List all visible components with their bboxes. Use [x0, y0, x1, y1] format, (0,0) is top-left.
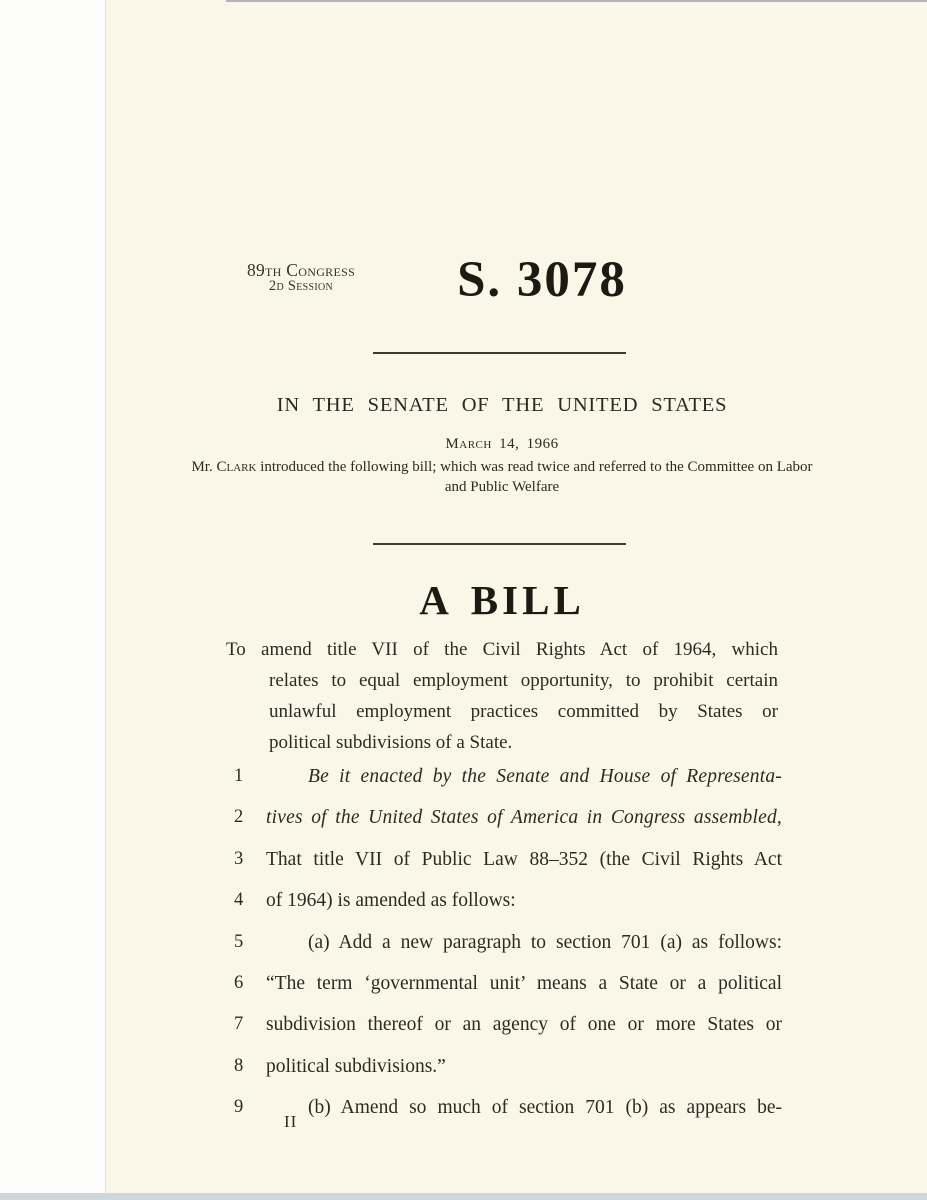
divider-rule-bottom: [373, 543, 626, 545]
sponsor-statement: [182, 457, 822, 498]
congress-label: 89th Congress: [246, 260, 356, 280]
line-number: 9: [234, 1097, 244, 1118]
body-line-5: [226, 924, 782, 965]
preamble-line: To amend title VII of the Civil Rights Act of 1964, which: [226, 639, 778, 660]
body-line-2: [226, 799, 782, 840]
bill-body: [226, 758, 782, 1131]
line-number: 5: [234, 931, 244, 952]
sponsor-name: Clark: [216, 459, 257, 475]
scan-bottom-edge-artifact: [0, 1193, 927, 1200]
preamble-line: relates to equal employment opportunity, to prohibit certain: [269, 670, 778, 691]
line-text: subdivision thereof or an agency of one or more States or: [266, 1014, 782, 1036]
scan-top-edge-artifact: [226, 0, 927, 2]
line-text: (b) Amend so much of section 701 (b) as appears be-: [308, 1097, 782, 1119]
session-label: 2d Session: [268, 278, 334, 295]
congress-session-block: [226, 261, 376, 295]
body-line-1: [226, 758, 782, 799]
body-line-3: [226, 841, 782, 882]
line-text: “The term ‘governmental unit’ means a State or a political: [266, 972, 782, 994]
body-line-4: [226, 882, 782, 923]
line-text: Be it enacted by the Senate and House of Representa-: [308, 766, 782, 787]
preamble-line: political subdivisions of a State.: [269, 732, 513, 753]
body-line-6: [226, 965, 782, 1006]
sponsor-action: introduced the following bill; which was read twice and referred to the Committee on Labor and Public Welfare: [256, 459, 813, 496]
masthead: [226, 252, 778, 308]
line-number: 3: [234, 848, 244, 869]
preamble-line: unlawful employment practices committed by States or: [269, 701, 778, 722]
bill-number: S. 3078: [457, 252, 627, 308]
line-text: political subdivisions.”: [266, 1055, 446, 1077]
line-text: That title VII of Public Law 88–352 (the Civil Rights Act: [266, 848, 782, 870]
sponsor-prefix: Mr.: [191, 459, 217, 475]
body-line-8: [226, 1048, 782, 1089]
line-number: 6: [234, 972, 244, 993]
body-line-7: [226, 1006, 782, 1047]
line-text: tives of the United States of America in Congress assembled,: [266, 807, 782, 829]
bill-heading: A BILL: [419, 577, 585, 623]
introduction-date: March 14, 1966: [445, 436, 559, 452]
body-line-9: [226, 1089, 782, 1130]
line-number: 7: [234, 1014, 244, 1035]
line-number: 2: [234, 807, 244, 828]
divider-rule-top: [373, 352, 626, 354]
line-text: of 1964) is amended as follows:: [266, 890, 516, 912]
line-number: 1: [234, 766, 244, 786]
line-number: 4: [234, 890, 244, 911]
chamber-title: IN THE SENATE OF THE UNITED STATES: [276, 394, 728, 416]
line-number: 8: [234, 1055, 244, 1076]
page-number: II: [284, 1112, 298, 1131]
line-text: (a) Add a new paragraph to section 701 (a) as follows:: [308, 931, 782, 953]
long-title-preamble: [226, 634, 778, 758]
paper-sheet: [105, 0, 927, 1193]
